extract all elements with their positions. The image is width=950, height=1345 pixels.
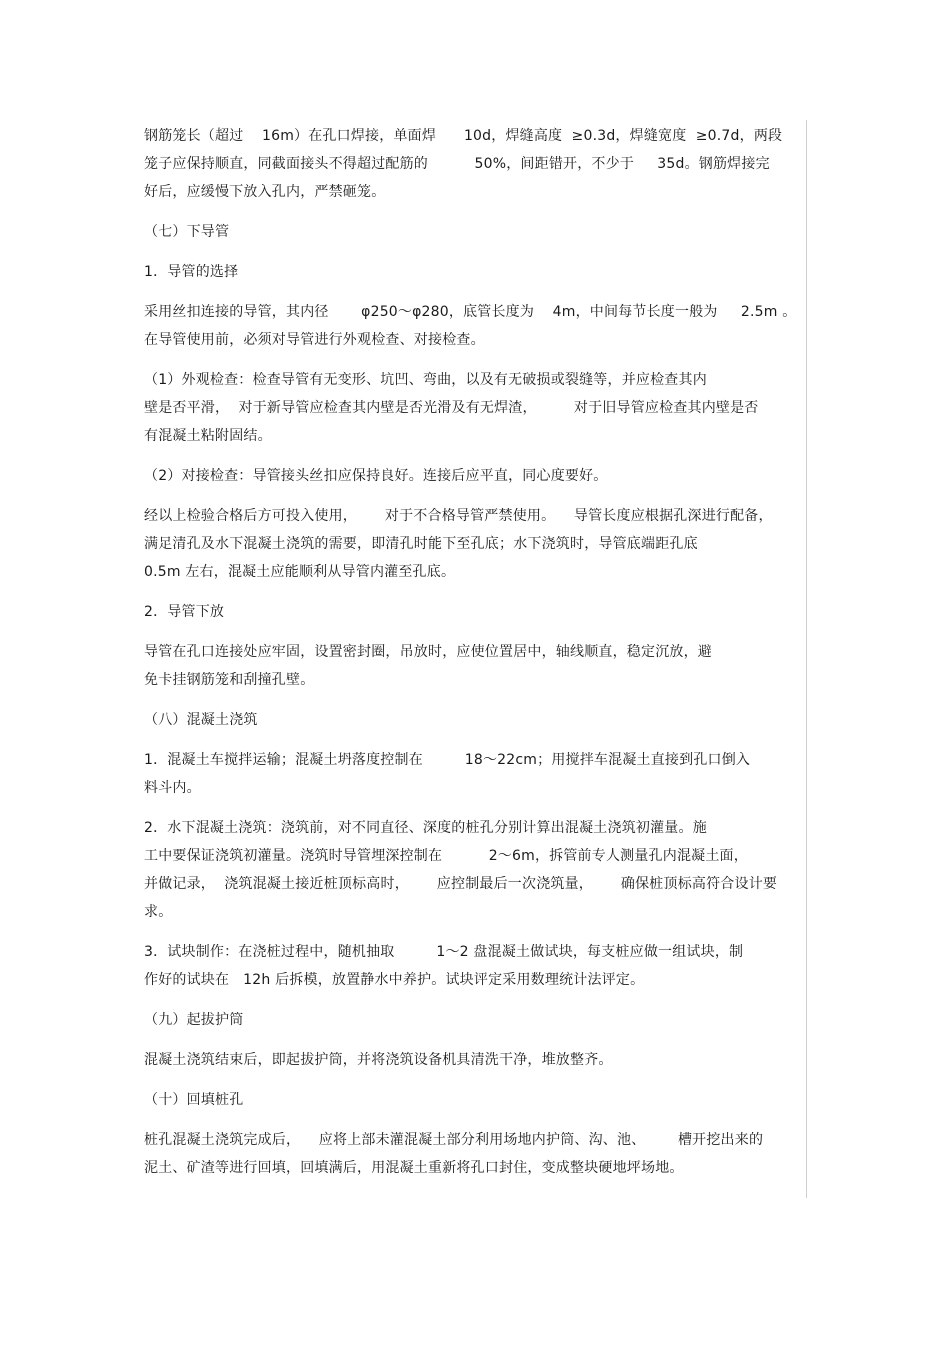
document-body [144, 122, 804, 1194]
paragraph [144, 462, 804, 490]
section-heading [144, 706, 804, 734]
text-line: 0.5m 左右，混凝土应能顺利从导管内灌至孔底。 [144, 564, 456, 580]
paragraph [144, 638, 804, 694]
text-line: 笼子应保持顺直，同截面接头不得超过配筋的 50%，间距错开，不少于 35d。钢筋焊接完 [144, 156, 770, 172]
text-line: 1．混凝土车搅拌运输；混凝土坍落度控制在 18～22cm；用搅拌车混凝土直接到孔口倒入 [144, 752, 751, 768]
section-heading [144, 218, 804, 246]
paragraph [144, 1046, 804, 1074]
text-line: 作好的试块在 12h 后拆模，放置静水中养护。试块评定采用数理统计法评定。 [144, 972, 645, 988]
paragraph [144, 502, 804, 586]
text-line: 混凝土浇筑结束后，即起拔护筒，并将浇筑设备机具清洗干净，堆放整齐。 [144, 1052, 613, 1068]
text-line: 好后，应缓慢下放入孔内，严禁砸笼。 [144, 184, 386, 200]
section-heading [144, 1086, 804, 1114]
section-heading [144, 258, 804, 286]
text-line: 采用丝扣连接的导管，其内径 φ250～φ280，底管长度为 4m，中间每节长度一般为 2.5m 。 [144, 304, 797, 320]
text-line: 并做记录， 浇筑混凝土接近桩顶标高时， 应控制最后一次浇筑量， 确保桩顶标高符合设计要 [144, 876, 778, 892]
paragraph [144, 298, 804, 354]
text-line: 料斗内。 [144, 780, 201, 796]
text-line: 钢筋笼长（超过 16m）在孔口焊接，单面焊 10d，焊缝高度 ≥0.3d，焊缝宽度 ≥0.7d，两段 [144, 128, 783, 144]
text-line: 导管在孔口连接处应牢固，设置密封圈，吊放时，应使位置居中，轴线顺直，稳定沉放，避 [144, 644, 712, 660]
paragraph [144, 122, 804, 206]
text-line: 泥土、矿渣等进行回填，回填满后，用混凝土重新将孔口封住，变成整块硬地坪场地。 [144, 1160, 684, 1176]
paragraph [144, 1126, 804, 1182]
text-line: 桩孔混凝土浇筑完成后， 应将上部未灌混凝土部分利用场地内护筒、沟、池、 槽开挖出来的 [144, 1132, 764, 1148]
text-line: （八）混凝土浇筑 [144, 712, 258, 728]
text-line: 2．导管下放 [144, 604, 225, 620]
paragraph [144, 814, 804, 926]
text-line: 2．水下混凝土浇筑：浇筑前，对不同直径、深度的桩孔分别计算出混凝土浇筑初灌量。施 [144, 820, 707, 836]
paragraph [144, 746, 804, 802]
text-line: 在导管使用前，必须对导管进行外观检查、对接检查。 [144, 332, 485, 348]
text-line: 求。 [144, 904, 173, 920]
text-line: （七）下导管 [144, 224, 230, 240]
text-line: 壁是否平滑， 对于新导管应检查其内壁是否光滑及有无焊渣， 对于旧导管应检查其内壁是否 [144, 400, 759, 416]
paragraph [144, 938, 804, 994]
text-line: 经以上检验合格后方可投入使用， 对于不合格导管严禁使用。 导管长度应根据孔深进行配备， [144, 508, 773, 524]
paragraph [144, 366, 804, 450]
text-line: 免卡挂钢筋笼和刮撞孔壁。 [144, 672, 315, 688]
text-line: 有混凝土粘附固结。 [144, 428, 272, 444]
text-line: （九）起拔护筒 [144, 1012, 244, 1028]
text-line: 满足清孔及水下混凝土浇筑的需要，即清孔时能下至孔底；水下浇筑时，导管底端距孔底 [144, 536, 698, 552]
section-heading [144, 1006, 804, 1034]
text-line: （1）外观检查：检查导管有无变形、坑凹、弯曲，以及有无破损或裂缝等，并应检查其内 [144, 372, 707, 388]
text-line: （2）对接检查：导管接头丝扣应保持良好。连接后应平直，同心度要好。 [144, 468, 608, 484]
section-heading [144, 598, 804, 626]
text-line: （十）回填桩孔 [144, 1092, 244, 1108]
text-line: 3．试块制作：在浇桩过程中，随机抽取 1～2 盘混凝土做试块，每支桩应做一组试块，制 [144, 944, 744, 960]
text-line: 工中要保证浇筑初灌量。浇筑时导管埋深控制在 2～6m，拆管前专人测量孔内混凝土面， [144, 848, 748, 864]
text-line: 1．导管的选择 [144, 264, 239, 280]
